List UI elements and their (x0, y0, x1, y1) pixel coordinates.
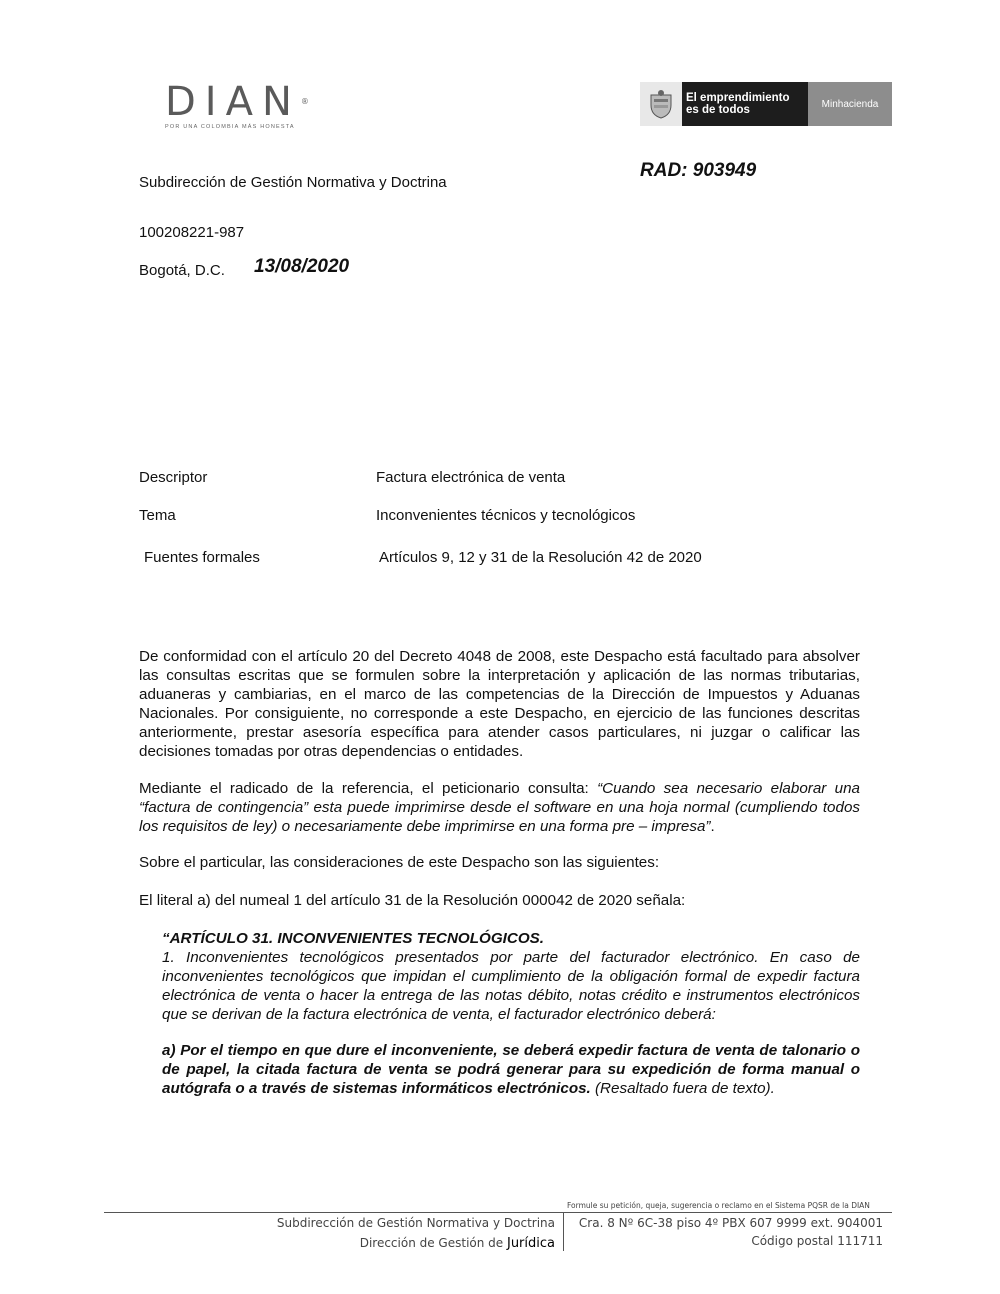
office-name: Subdirección de Gestión Normativa y Doctrina (139, 174, 447, 191)
paragraph-considerations: Sobre el particular, las consideraciones de este Despacho son las siguientes: (139, 854, 660, 871)
dian-logo-tagline: POR UNA COLOMBIA MÁS HONESTA (165, 124, 295, 130)
letter-date: 13/08/2020 (254, 256, 350, 277)
government-logo (640, 82, 892, 126)
quote-bold: a) Por el tiempo en que dure el inconveniente, se deberá expedir factura de venta de talonario o de papel, la citada factura de venta se podrá generar para su expedición de forma manual o autógrafa o a través de sistemas informáticos electrónicos. (162, 1042, 860, 1097)
paragraph-consultation (139, 779, 860, 836)
quote-text: 1. Inconvenientes tecnológicos presentados por parte del facturador electrónico. En caso de inconvenientes tecnológicos que impidan el cumplimiento de la obligación formal de expedir factura electrónica de venta o hacer la entrega de las notas débito, notas crédito e instrumentos electrónicos que se derivan de la factura electrónica de venta, el facturador electrónico deberá: (162, 949, 860, 1023)
footer-office: Subdirección de Gestión Normativa y Doctrina (276, 1216, 555, 1230)
paragraph-competence: De conformidad con el artículo 20 del Decreto 4048 de 2008, este Despacho está facultado para absolver las consultas escritas que se formulen sobre la interpretación y aplicación de las normas tributarias, aduaneras y cambiarias, en el marco de las competencias de la Dirección de Impuestos y Aduanas Nacionales. Por consiguiente, no corresponde a este Despacho, en ejercicio de las funciones descritas anteriormente, prestar asesoría específica para atender casos particulares, ni juzgar o calificar las decisiones tomadas por otras dependencias o entidades. (139, 648, 860, 760)
gov-logo-slogan (682, 82, 808, 126)
footer-direction (360, 1233, 555, 1254)
meta-label-tema: Tema (139, 507, 176, 524)
paragraph-literal: El literal a) del numeal 1 del artículo 31 de la Resolución 000042 de 2020 señala: (139, 892, 686, 909)
reference-number: 100208221-987 (139, 224, 245, 241)
quote-title: “ARTÍCULO 31. INCONVENIENTES TECNOLÓGICOS. (162, 930, 544, 947)
consultation-intro: Mediante el radicado de la referencia, el peticionario consulta: (139, 780, 598, 797)
footer-vertical-divider (563, 1213, 564, 1251)
dian-logo (165, 79, 325, 130)
dian-logo-text: DIAN (165, 79, 301, 125)
gov-logo-line1: El emprendimiento (686, 92, 790, 104)
footer-address: Cra. 8 Nº 6C-38 piso 4º PBX 607 9999 ext. 904001 (578, 1216, 883, 1230)
meta-label-fuentes: Fuentes formales (144, 549, 260, 566)
quote-highlight (162, 1041, 860, 1098)
meta-value-descriptor: Factura electrónica de venta (376, 469, 566, 486)
registered-mark-icon: ® (300, 97, 309, 106)
footer-direction-name: Jurídica (506, 1236, 555, 1251)
quote-note: (Resaltado fuera de texto). (590, 1080, 775, 1097)
gov-logo-ministry: Minhacienda (808, 82, 892, 126)
meta-value-fuentes: Artículos 9, 12 y 31 de la Resolución 42 de 2020 (379, 549, 702, 566)
consultation-end: . (710, 818, 715, 835)
consultation-quote: “Cuando sea necesario elaborar una “factura de contingencia” esta puede imprimirse desde el software en una hoja normal (cumpliendo todos los requisitos de ley) o necesariamente debe imprimirse en una forma pre – impresa” (139, 780, 860, 835)
city: Bogotá, D.C. (139, 262, 225, 279)
coat-of-arms-icon (640, 82, 682, 126)
footer-postal-code: Código postal 111711 (751, 1234, 883, 1248)
meta-label-descriptor: Descriptor (139, 469, 208, 486)
gov-logo-line2: es de todos (686, 104, 750, 116)
footer-direction-prefix: Dirección de Gestión de (359, 1236, 507, 1250)
footer-pqsr: Formule su petición, queja, sugerencia o reclamo en el Sistema PQSR de la DIAN (567, 1201, 870, 1210)
meta-value-tema: Inconvenientes técnicos y tecnológicos (376, 507, 636, 524)
rad-number: RAD: 903949 (640, 160, 757, 181)
